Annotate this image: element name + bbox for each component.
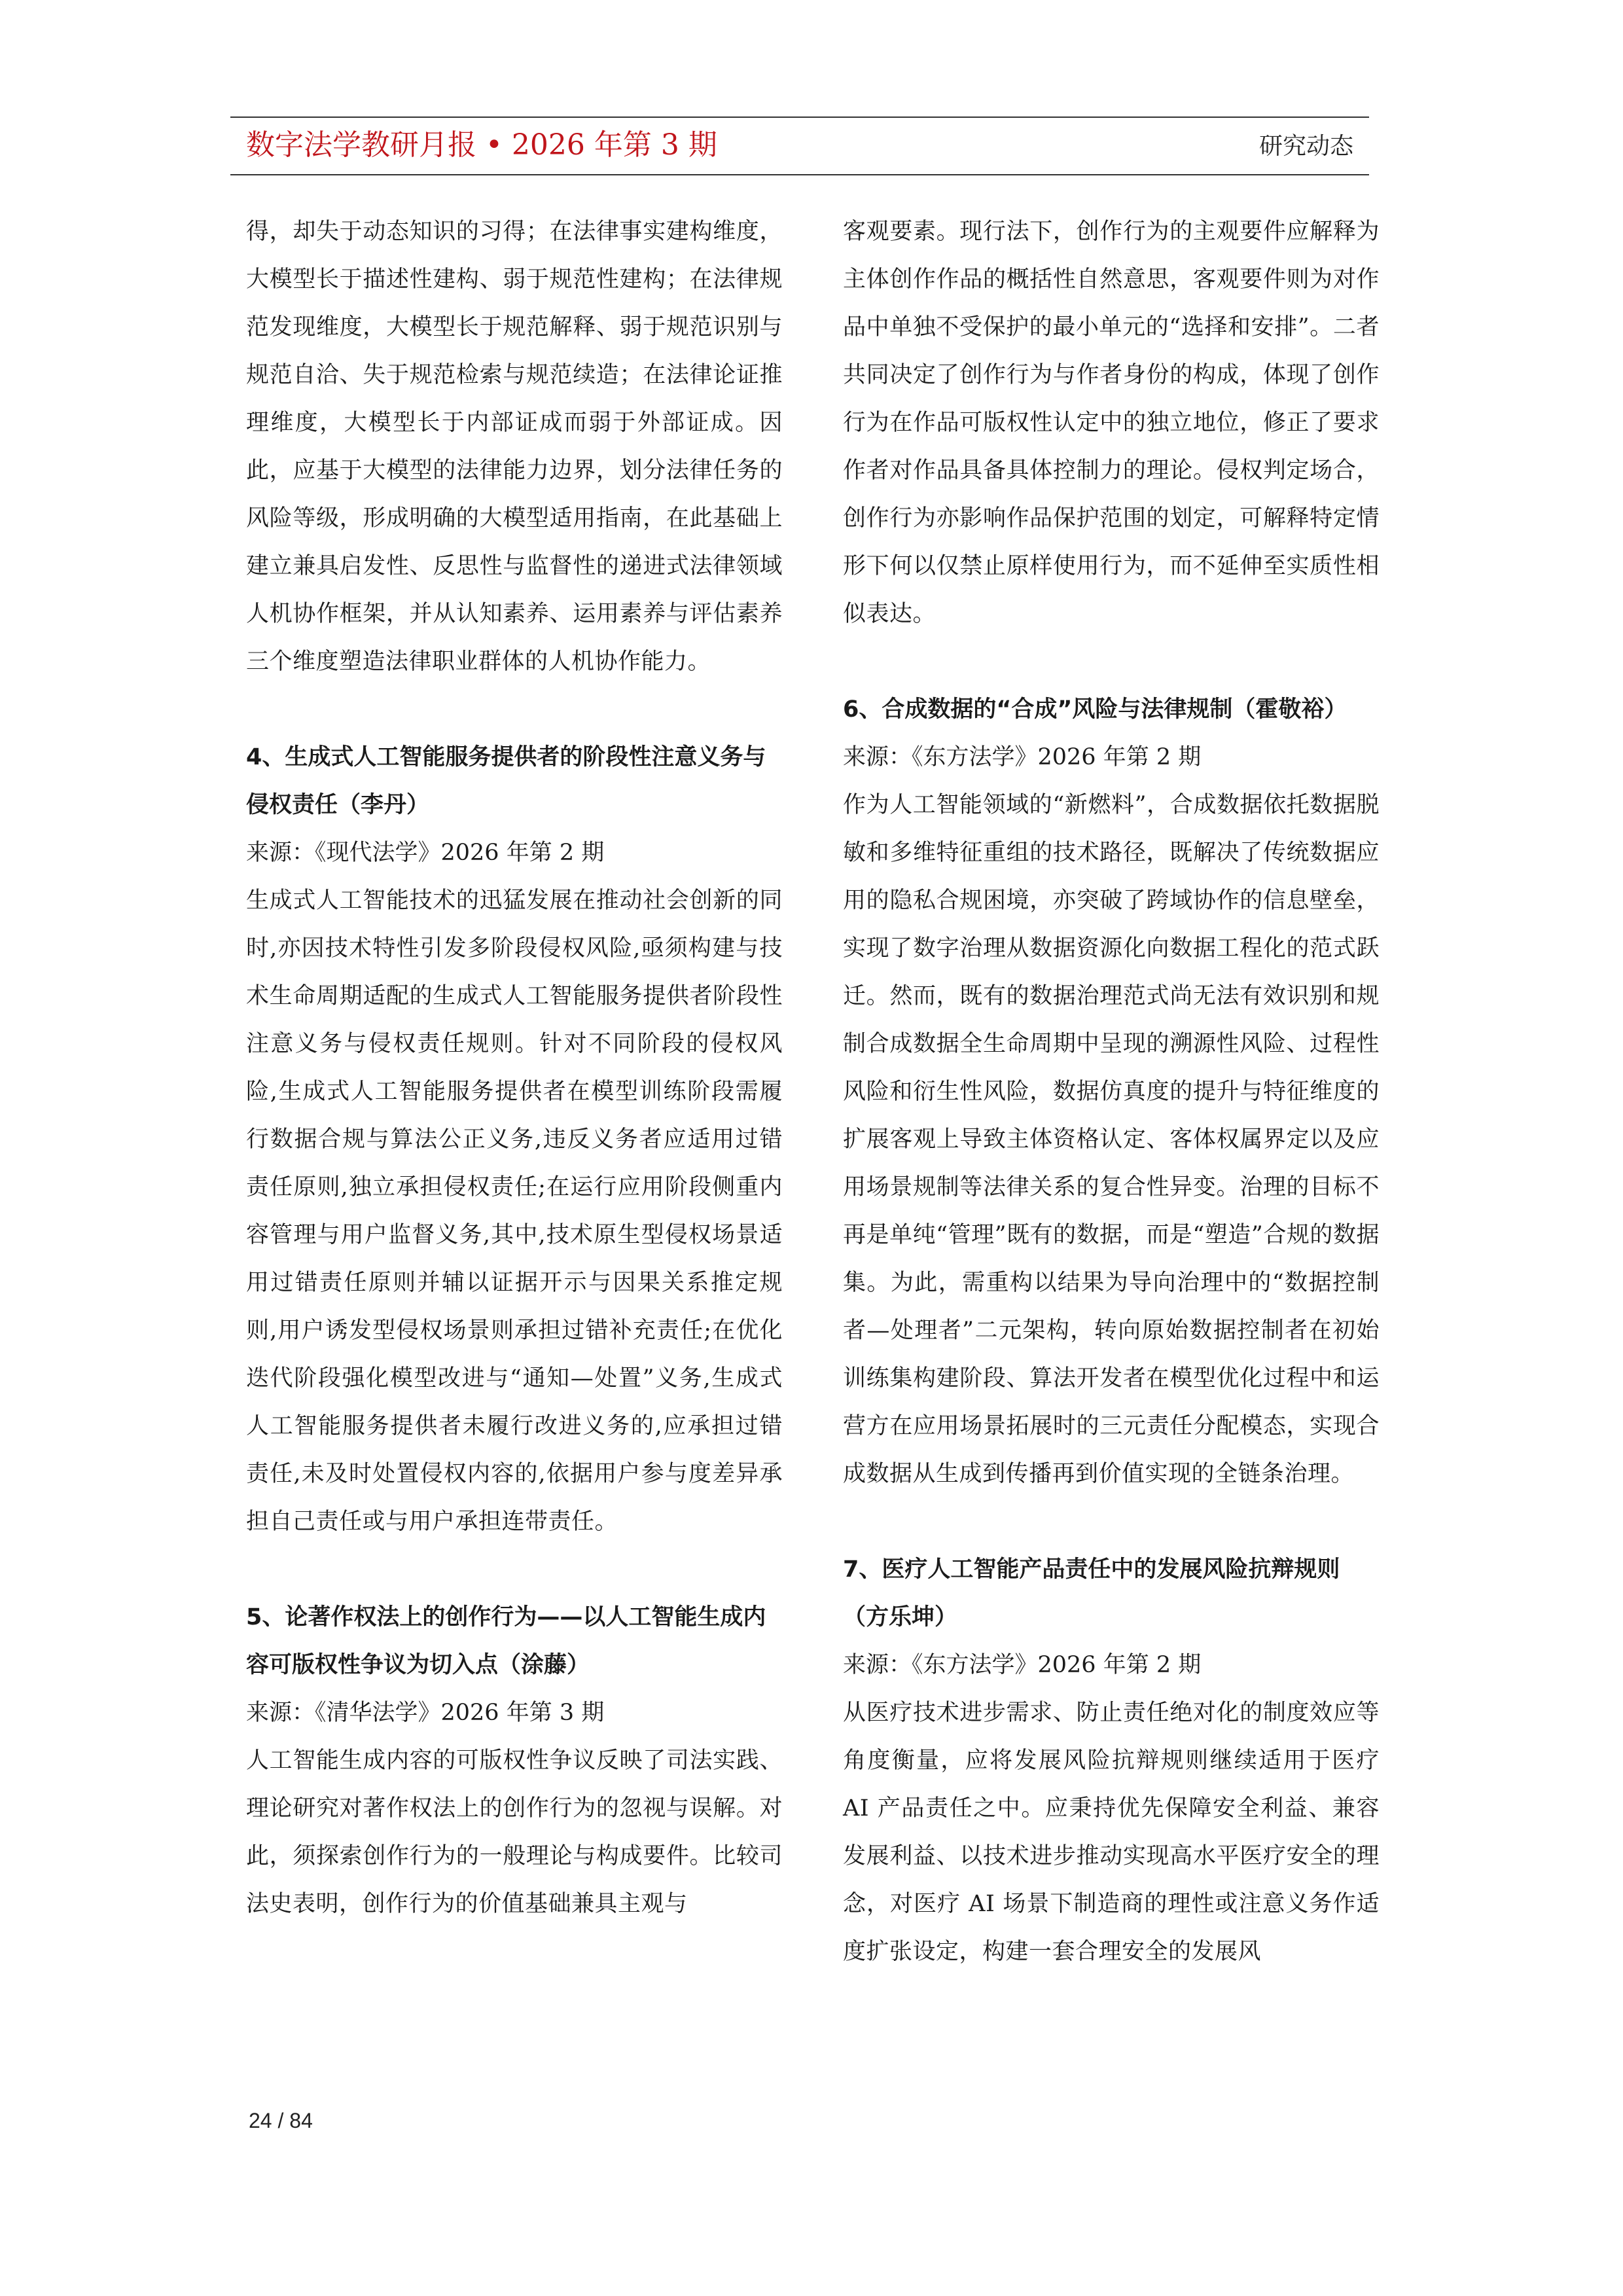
continued-paragraph: 客观要素。现行法下，创作行为的主观要件应解释为主体创作作品的概括性自然意思，客观要件则为对作品中单独不受保护的最小单元的“选择和安排”。二者共同决定了创作行为与作者身份的构成，体现了创作行为在作品可版权性认定中的独立地位，修正了要求作者对作品具备具体控制力的理论。侵权判定场合，创作行为亦影响作品保护范围的划定，可解释特定情形下何以仅禁止原样使用行为，而不延伸至实质性相似表达。 <box>843 219 1380 627</box>
article-4-source: 来源：《现代法学》2026 年第 2 期 <box>246 840 605 866</box>
page-header <box>230 117 1369 175</box>
article-5-abstract: 人工智能生成内容的可版权性争议反映了司法实践、理论研究对著作权法上的创作行为的忽视与误解。对此，须探索创作行为的一般理论与构成要件。比较司法史表明，创作行为的价值基础兼具主观与 <box>246 1748 783 1917</box>
section-label: 研究动态 <box>1258 133 1353 160</box>
article-7-abstract: 从医疗技术进步需求、防止责任绝对化的制度效应等角度衡量，应将发展风险抗辩规则继续适用于医疗 AI 产品责任之中。应秉持优先保障安全利益、兼容发展利益、以技术进步推动实现高水平医疗安全的理念，对医疗 AI 场景下制造商的理性或注意义务作适度扩张设定，构建一套合理安全的发展风 <box>843 1700 1380 1965</box>
article-4-abstract: 生成式人工智能技术的迅猛发展在推动社会创新的同时,亦因技术特性引发多阶段侵权风险,亟须构建与技术生命周期适配的生成式人工智能服务提供者阶段性注意义务与侵权责任规则。针对不同阶段的侵权风险,生成式人工智能服务提供者在模型训练阶段需履行数据合规与算法公正义务,违反义务者应适用过错责任原则,独立承担侵权责任;在运行应用阶段侧重内容管理与用户监督义务,其中,技术原生型侵权场景适用过错责任原则并辅以证据开示与因果关系推定规则,用户诱发型侵权场景则承担过错补充责任;在优化迭代阶段强化模型改进与“通知—处置”义务,生成式人工智能服务提供者未履行改进义务的,应承担过错责任,未及时处置侵权内容的,依据用户参与度差异承担自己责任或与用户承担连带责任。 <box>246 888 783 1535</box>
article-5-source: 来源：《清华法学》2026 年第 3 期 <box>246 1700 605 1726</box>
article-6-title: 6、合成数据的“合成”风险与法律规制（霍敬裕） <box>843 696 1347 723</box>
article-6-source: 来源：《东方法学》2026 年第 2 期 <box>843 744 1202 770</box>
journal-title: 数字法学教研月报 • 2026 年第 3 期 <box>246 128 717 162</box>
continued-paragraph: 得，却失于动态知识的习得；在法律事实建构维度，大模型长于描述性建构、弱于规范性建构；在法律规范发现维度，大模型长于规范解释、弱于规范识别与规范自洽、失于规范检索与规范续造；在法律论证推理维度，大模型长于内部证成而弱于外部证成。因此，应基于大模型的法律能力边界，划分法律任务的风险等级，形成明确的大模型适用指南，在此基础上建立兼具启发性、反思性与监督性的递进式法律领域人机协作框架，并从认知素养、运用素养与评估素养三个维度塑造法律职业群体的人机协作能力。 <box>246 219 783 675</box>
spacer <box>843 638 1380 686</box>
article-6-abstract: 作为人工智能领域的“新燃料”，合成数据依托数据脱敏和多维特征重组的技术路径，既解决了传统数据应用的隐私合规困境，亦突破了跨域协作的信息壁垒，实现了数字治理从数据资源化向数据工程化的范式跃迁。然而，既有的数据治理范式尚无法有效识别和规制合成数据全生命周期中呈现的溯源性风险、过程性风险和衍生性风险，数据仿真度的提升与特征维度的扩展客观上导致主体资格认定、客体权属界定以及应用场景规制等法律关系的复合性异变。治理的目标不再是单纯“管理”既有的数据，而是“塑造”合规的数据集。为此，需重构以结果为导向治理中的“数据控制者—处理者”二元架构，转向原始数据控制者在初始训练集构建阶段、算法开发者在模型优化过程中和运营方在应用场景拓展时的三元责任分配模态，实现合成数据从生成到传播再到价值实现的全链条治理。 <box>843 792 1380 1487</box>
right-column <box>843 208 1380 1976</box>
page-number: 24 / 84 <box>249 2109 313 2132</box>
left-column <box>246 208 783 1928</box>
spacer <box>843 1498 1380 1546</box>
spacer <box>246 686 783 734</box>
article-7-title: 7、医疗人工智能产品责任中的发展风险抗辩规则（方乐坤） <box>843 1556 1340 1630</box>
article-4-title: 4、生成式人工智能服务提供者的阶段性注意义务与侵权责任（李丹） <box>246 744 766 818</box>
article-7-source: 来源：《东方法学》2026 年第 2 期 <box>843 1652 1202 1678</box>
spacer <box>246 1546 783 1594</box>
article-5-title: 5、论著作权法上的创作行为——以人工智能生成内容可版权性争议为切入点（涂藤） <box>246 1604 766 1678</box>
